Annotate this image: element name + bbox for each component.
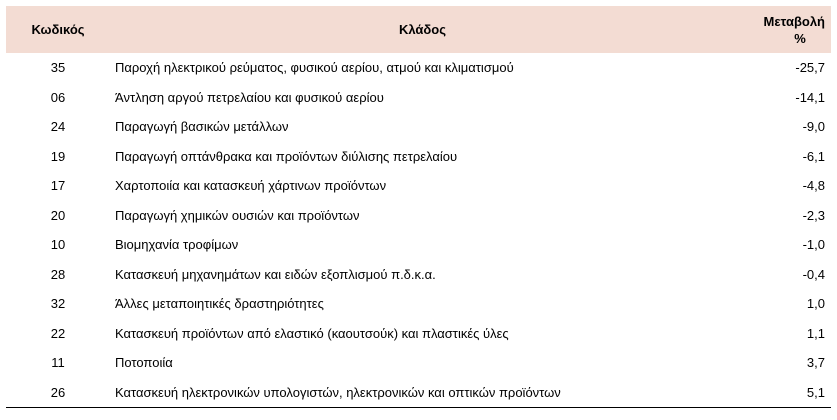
table-row (6, 319, 831, 349)
code-cell: 20 (50, 207, 66, 223)
sector-cell: Παροχή ηλεκτρικού ρεύματος, φυσικού αερίου, ατμού και κλιματισμού (115, 60, 514, 76)
sector-cell: Κατασκευή μηχανημάτων και ειδών εξοπλισμού π.δ.κ.α. (115, 266, 436, 282)
table-row (6, 53, 831, 83)
code-cell: 26 (50, 384, 66, 400)
code-cell: 32 (50, 296, 66, 312)
sector-cell: Άντληση αργού πετρελαίου και φυσικού αερίου (115, 89, 384, 105)
sector-change-table (6, 6, 831, 408)
sector-cell: Άλλες μεταποιητικές δραστηριότητες (115, 296, 324, 312)
change-cell: -14,1 (795, 89, 825, 105)
code-cell: 11 (51, 355, 65, 371)
change-cell: 5,1 (806, 384, 825, 400)
code-cell: 06 (50, 89, 66, 105)
table-body (6, 53, 831, 407)
change-cell: -0,4 (802, 266, 825, 282)
header-change (735, 6, 831, 53)
table-row (6, 230, 831, 260)
change-cell: -2,3 (802, 207, 825, 223)
code-cell: 19 (50, 148, 66, 164)
sector-cell: Κατασκευή προϊόντων από ελαστικό (καουτσούκ) και πλαστικές ύλες (115, 325, 509, 341)
code-cell: 35 (50, 60, 66, 76)
table-row (6, 112, 831, 142)
sector-cell: Παραγωγή χημικών ουσιών και προϊόντων (115, 207, 360, 223)
table-row (6, 83, 831, 113)
table-row (6, 289, 831, 319)
header-row (6, 6, 831, 53)
sector-cell: Παραγωγή βασικών μετάλλων (115, 119, 289, 135)
header-code: Κωδικός (31, 22, 85, 37)
table-row (6, 142, 831, 172)
table-row (6, 260, 831, 290)
sector-cell: Χαρτοποιία και κατασκευή χάρτινων προϊόντων (115, 178, 387, 194)
table-row (6, 378, 831, 408)
change-cell: -9,0 (802, 119, 825, 135)
change-cell: -1,0 (802, 237, 825, 253)
table-row (6, 348, 831, 378)
code-cell: 28 (50, 266, 66, 282)
table-row (6, 171, 831, 201)
change-cell: 1,1 (806, 325, 825, 341)
code-cell: 10 (50, 237, 66, 253)
header-sector: Κλάδος (398, 22, 447, 37)
sector-cell: Ποτοποιία (115, 355, 173, 371)
sector-cell: Παραγωγή οπτάνθρακα και προϊόντων διύλισης πετρελαίου (115, 148, 458, 164)
change-cell: 1,0 (806, 296, 825, 312)
change-cell: -6,1 (802, 148, 825, 164)
code-cell: 17 (50, 178, 66, 194)
header-change-unit: % (794, 30, 806, 46)
change-cell: -25,7 (795, 60, 825, 76)
code-cell: 24 (50, 119, 66, 135)
header-change-label: Μεταβολή (763, 13, 825, 29)
change-cell: 3,7 (806, 355, 825, 371)
table-header (6, 6, 831, 53)
sector-cell: Κατασκευή ηλεκτρονικών υπολογιστών, ηλεκτρονικών και οπτικών προϊόντων (115, 384, 561, 400)
change-cell: -4,8 (802, 178, 825, 194)
sector-cell: Βιομηχανία τροφίμων (115, 237, 239, 253)
code-cell: 22 (50, 325, 66, 341)
table-row (6, 201, 831, 231)
